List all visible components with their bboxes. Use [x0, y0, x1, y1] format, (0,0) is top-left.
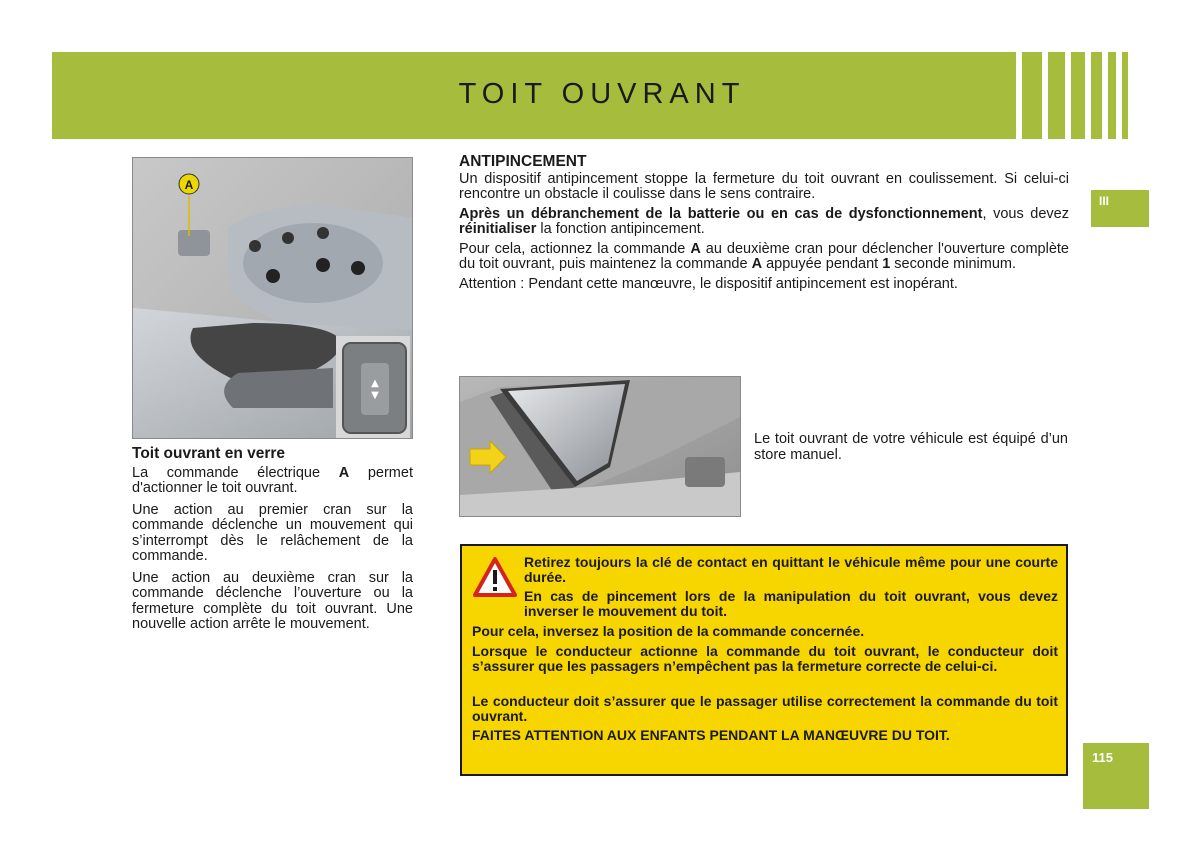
- paragraph: Attention : Pendant cette manœuvre, le dispositif antipincement est inopérant.: [459, 275, 958, 292]
- sunroof-blind-photo: [459, 376, 741, 517]
- text-bold: réinitialiser: [459, 221, 537, 237]
- text: la fonction antipincement.: [536, 221, 705, 237]
- warning-line: Le conducteur doit s’assurer que le passager utilise correctement la commande du toit ouvrant.: [472, 693, 1058, 724]
- marker-a: A: [184, 178, 194, 192]
- chapter-tab-label: III: [1099, 194, 1110, 208]
- paragraph: Un dispositif antipincement stoppe la fermeture du toit ouvrant en coulissement. Si celui-ci rencontre un obstacle il coulisse dans le sens contraire.: [459, 170, 1069, 202]
- text: appuyée pendant: [762, 256, 883, 272]
- command-a-ref: A: [338, 464, 350, 481]
- sunroof-blind-caption: Le toit ouvrant de votre véhicule est équipé d’un store manuel.: [754, 431, 1068, 463]
- warning-line: Retirez toujours la clé de contact en quittant le véhicule même pour une courte durée.: [524, 554, 1058, 585]
- text: , vous devez: [982, 205, 1069, 222]
- text-bold: 1: [882, 256, 891, 272]
- warning-line: Lorsque le conducteur actionne la commande du toit ouvrant, le conducteur doit s’assurer que les passagers n’empêchent pas la fermeture correcte de celui-ci.: [472, 643, 1058, 674]
- antipinch-heading: ANTIPINCEMENT: [459, 153, 587, 170]
- roof-console-photo: [132, 157, 413, 439]
- warning-line: En cas de pincement lors de la manipulation du toit ouvrant, vous devez inverser le mouvement du toit.: [524, 588, 1058, 619]
- paragraph: [459, 207, 1069, 238]
- warning-triangle-icon: [473, 557, 517, 597]
- page-number-box: [1083, 743, 1149, 809]
- text: La commande électrique: [132, 464, 339, 481]
- paragraph: Une action au premier cran sur la commande déclenche un mouvement qui s’interrompt dès le relâchement de la commande.: [132, 501, 413, 564]
- command-a-ref: A: [751, 256, 763, 272]
- paragraph: [459, 242, 1069, 273]
- page-title: TOIT OUVRANT: [458, 78, 746, 110]
- page-number: 115: [1092, 750, 1113, 765]
- text-bold: Après un débranchement de la batterie ou en cas de dysfonctionnement: [459, 205, 983, 222]
- chapter-tab: [1091, 190, 1149, 227]
- paragraph: Une action au deuxième cran sur la commande déclenche l’ouverture ou la fermeture complète du toit ouvrant. Une nouvelle action arrête le mouvement.: [132, 569, 413, 632]
- left-text-block: [132, 446, 413, 639]
- antipinch-block: [459, 154, 1069, 296]
- warning-line: FAITES ATTENTION AUX ENFANTS PENDANT LA MANŒUVRE DU TOIT.: [472, 727, 950, 743]
- text: Pour cela, actionnez la commande: [459, 240, 691, 257]
- paragraph: [132, 466, 413, 497]
- svg-text:▼: ▼: [371, 390, 379, 401]
- text: permet d'actionner le toit ouvrant.: [132, 464, 413, 496]
- text: seconde minimum.: [890, 256, 1016, 272]
- sunroof-heading: Toit ouvrant en verre: [132, 445, 286, 462]
- svg-text:▲: ▲: [371, 378, 379, 389]
- warning-box: [460, 544, 1068, 776]
- text: au deuxième cran pour déclencher l'ouverture complète du toit ouvrant, puis maintenez la commande: [459, 240, 1069, 272]
- warning-line: Pour cela, inversez la position de la commande concernée.: [472, 623, 865, 639]
- command-a-ref: A: [690, 240, 701, 257]
